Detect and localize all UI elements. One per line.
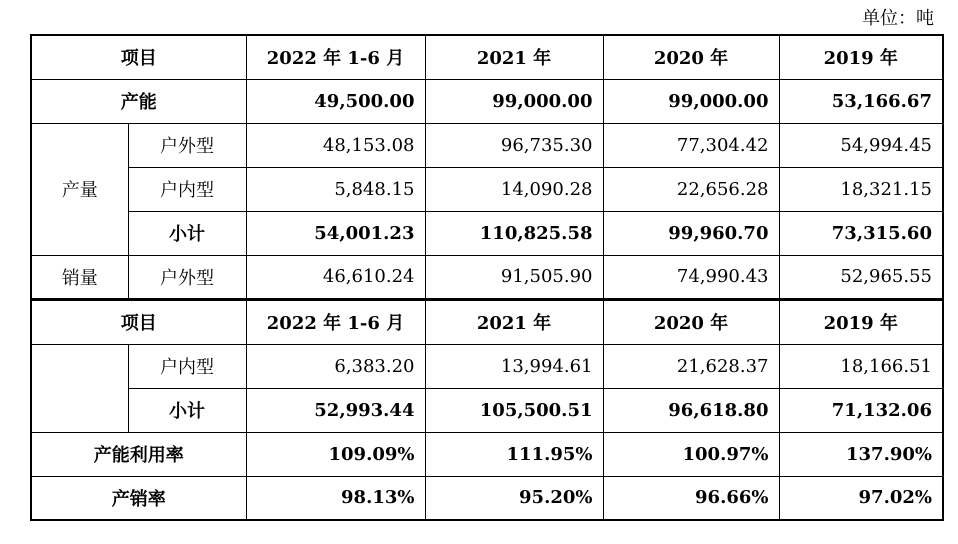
header-row [31,300,943,344]
sales-indoor-row [31,344,943,388]
cell: 77,304.42 [603,123,779,167]
cell: 18,166.51 [779,344,943,388]
utilization-row [31,432,943,476]
capacity-table-part1 [30,34,944,300]
row-label: 小计 [128,388,246,432]
cell: 71,132.06 [779,388,943,432]
production-outdoor-row [31,123,943,167]
row-label: 产能利用率 [31,432,246,476]
sell-through-row [31,476,943,520]
cell: 5,848.15 [246,167,425,211]
cell: 91,505.90 [425,255,603,299]
cell: 48,153.08 [246,123,425,167]
cell: 53,166.67 [779,79,943,123]
cell: 14,090.28 [425,167,603,211]
group-label-continued [31,344,128,432]
cell: 54,001.23 [246,211,425,255]
header-2020: 2020 年 [603,35,779,79]
cell: 21,628.37 [603,344,779,388]
cell: 111.95% [425,432,603,476]
capacity-table-part2 [30,299,944,521]
cell: 13,994.61 [425,344,603,388]
cell: 137.90% [779,432,943,476]
header-2022h1: 2022 年 1-6 月 [246,300,425,344]
row-label: 产能 [31,79,246,123]
sales-outdoor-row [31,255,943,299]
group-label: 销量 [31,255,128,299]
row-label: 户外型 [128,255,246,299]
cell: 97.02% [779,476,943,520]
capacity-row [31,79,943,123]
cell: 49,500.00 [246,79,425,123]
cell: 96,735.30 [425,123,603,167]
cell: 105,500.51 [425,388,603,432]
cell: 96.66% [603,476,779,520]
row-label: 小计 [128,211,246,255]
row-label: 户内型 [128,167,246,211]
row-label: 户外型 [128,123,246,167]
cell: 52,993.44 [246,388,425,432]
header-row [31,35,943,79]
cell: 109.09% [246,432,425,476]
cell: 99,000.00 [603,79,779,123]
cell: 46,610.24 [246,255,425,299]
cell: 99,000.00 [425,79,603,123]
header-2021: 2021 年 [425,300,603,344]
header-2019: 2019 年 [779,300,943,344]
cell: 98.13% [246,476,425,520]
cell: 22,656.28 [603,167,779,211]
cell: 95.20% [425,476,603,520]
sales-subtotal-row [31,388,943,432]
unit-label: 单位：吨 [862,8,934,29]
header-2020: 2020 年 [603,300,779,344]
header-item: 项目 [31,35,246,79]
row-label: 户内型 [128,344,246,388]
header-2019: 2019 年 [779,35,943,79]
header-2022h1: 2022 年 1-6 月 [246,35,425,79]
header-2021: 2021 年 [425,35,603,79]
cell: 6,383.20 [246,344,425,388]
cell: 74,990.43 [603,255,779,299]
cell: 96,618.80 [603,388,779,432]
header-item: 项目 [31,300,246,344]
cell: 100.97% [603,432,779,476]
cell: 18,321.15 [779,167,943,211]
row-label: 产销率 [31,476,246,520]
cell: 52,965.55 [779,255,943,299]
cell: 110,825.58 [425,211,603,255]
production-indoor-row [31,167,943,211]
cell: 99,960.70 [603,211,779,255]
cell: 54,994.45 [779,123,943,167]
cell: 73,315.60 [779,211,943,255]
production-subtotal-row [31,211,943,255]
group-label: 产量 [31,123,128,255]
